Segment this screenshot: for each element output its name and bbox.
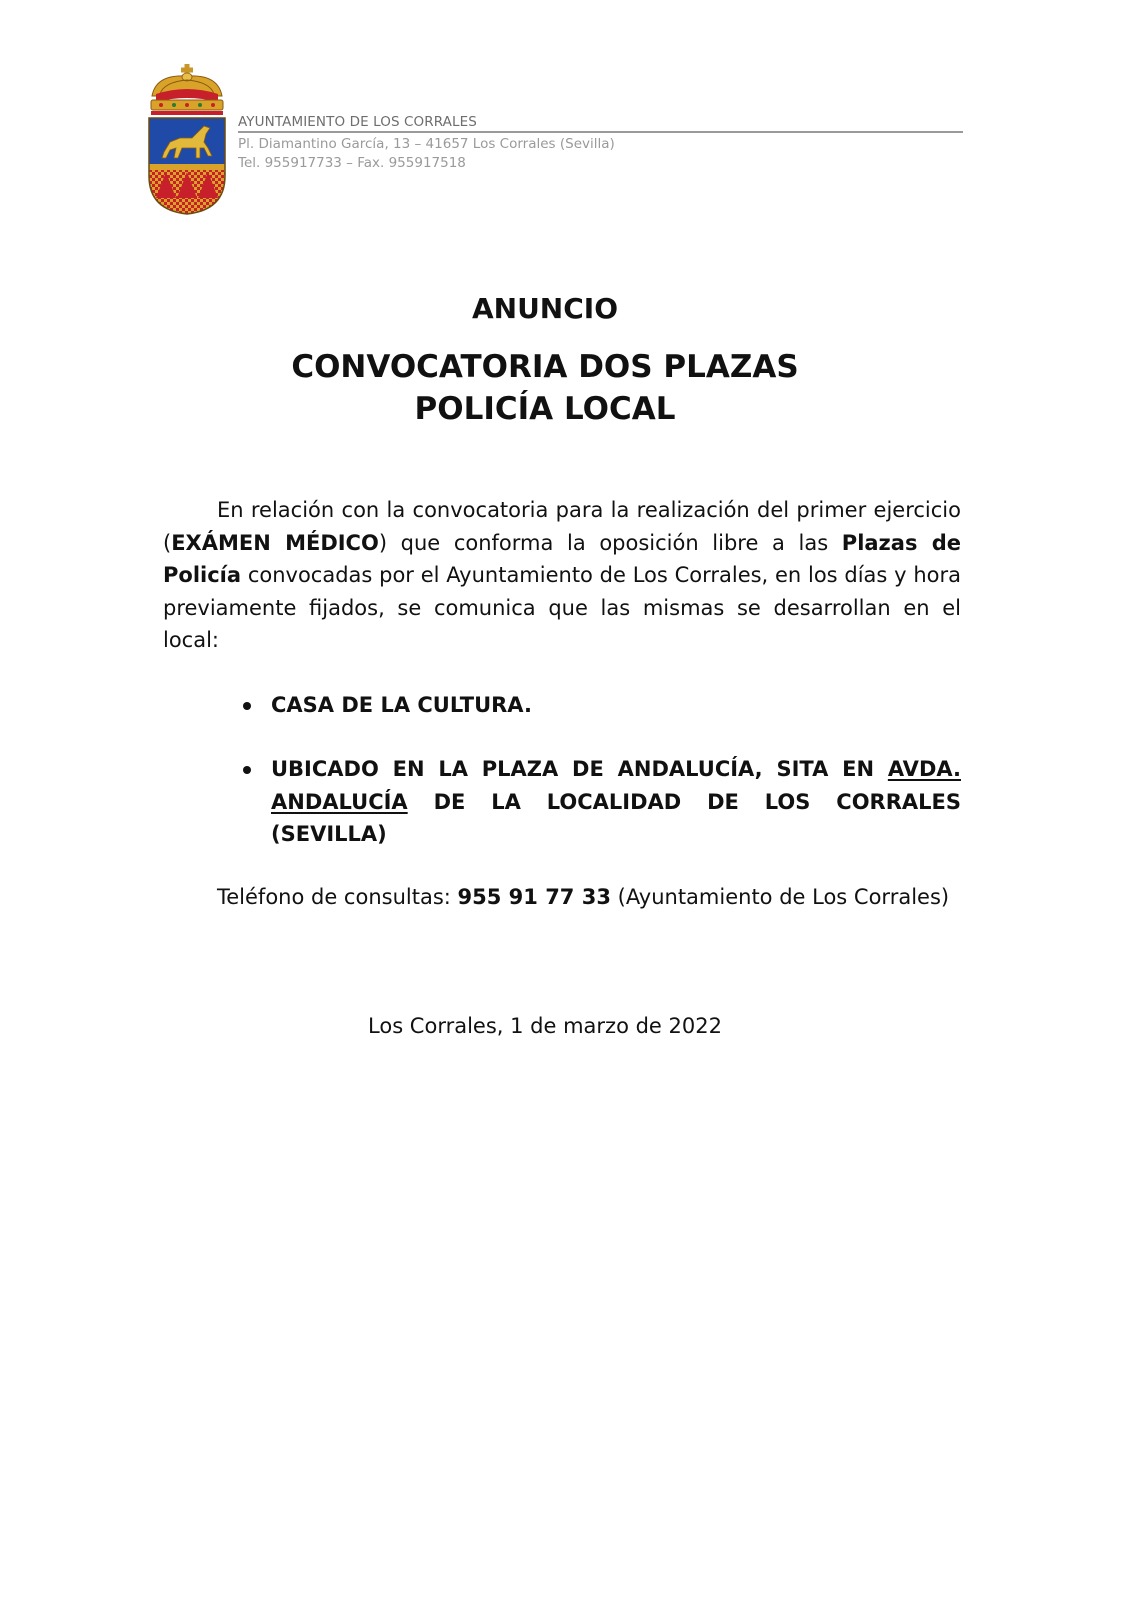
phone-number: 955 91 77 33 bbox=[457, 885, 611, 909]
address-text-1: UBICADO EN LA PLAZA DE ANDALUCÍA, SITA EN bbox=[271, 757, 888, 781]
intro-text-3: convocadas por el Ayuntamiento de Los Corrales, en los días y hora previamente fijados, se comunica que las mismas se desarrollan en el local: bbox=[163, 563, 961, 652]
intro-paragraph bbox=[163, 494, 961, 657]
address-text-2: DE LA LOCALIDAD DE LOS CORRALES (SEVILLA) bbox=[271, 789, 961, 846]
location-venue: CASA DE LA CULTURA. bbox=[271, 693, 532, 717]
title-line-2: POLICÍA LOCAL bbox=[414, 391, 676, 427]
location-list bbox=[241, 689, 961, 722]
letterhead bbox=[238, 113, 963, 173]
list-item bbox=[241, 753, 961, 851]
coat-of-arms-icon bbox=[146, 64, 228, 216]
letterhead-divider bbox=[238, 131, 963, 133]
bullet-icon bbox=[243, 702, 251, 710]
page-title bbox=[160, 346, 930, 430]
organization-address: Pl. Diamantino García, 13 – 41657 Los Corrales (Sevilla) bbox=[238, 135, 615, 152]
list-item bbox=[241, 689, 961, 722]
address-list bbox=[241, 753, 961, 851]
organization-contact: Tel. 955917733 – Fax. 955917518 bbox=[238, 154, 466, 171]
phone-paragraph bbox=[163, 881, 961, 914]
intro-text-1: En relación con la convocatoria para la realización del primer ejercicio ( bbox=[163, 498, 961, 555]
phone-label: Teléfono de consultas: bbox=[217, 885, 458, 909]
title-line-1: CONVOCATORIA DOS PLAZAS bbox=[291, 349, 799, 385]
intro-text-2: ) que conforma la oposición libre a las bbox=[378, 530, 842, 555]
phone-suffix: (Ayuntamiento de Los Corrales) bbox=[610, 885, 950, 909]
exam-type: EXÁMEN MÉDICO bbox=[171, 530, 379, 555]
plazas-label: Plazas de Policía bbox=[163, 530, 961, 587]
street-name: AVDA. ANDALUCÍA bbox=[271, 757, 961, 814]
announcement-heading: ANUNCIO bbox=[471, 292, 619, 325]
organization-name: AYUNTAMIENTO DE LOS CORRALES bbox=[238, 114, 477, 130]
place-date: Los Corrales, 1 de marzo de 2022 bbox=[368, 1014, 722, 1038]
bullet-icon bbox=[243, 766, 251, 774]
